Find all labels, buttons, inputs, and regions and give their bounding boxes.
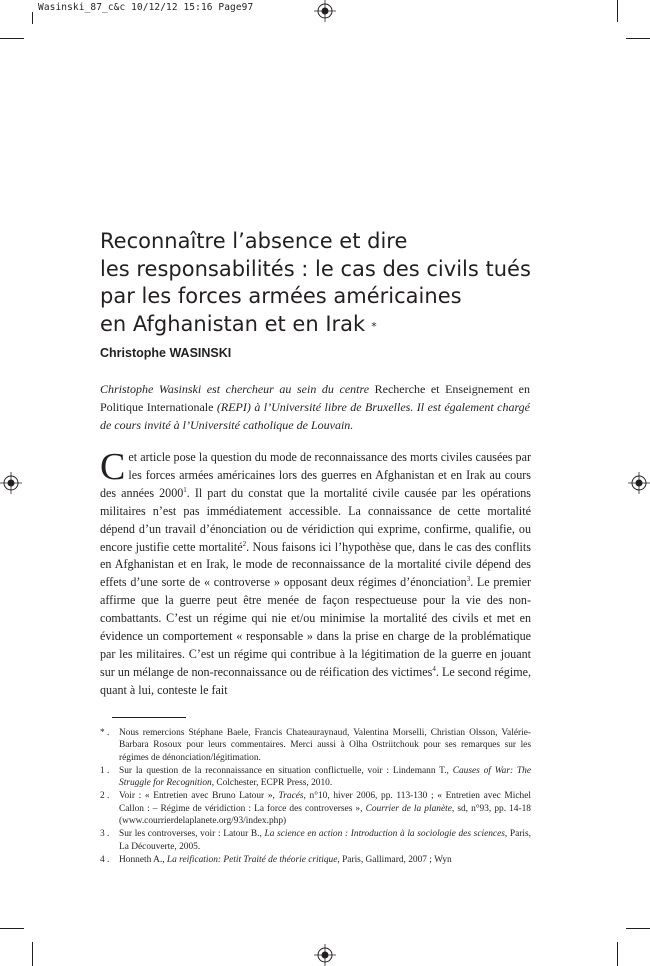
print-slug: Wasinski_87_c&c 10/12/12 15:16 Page97 bbox=[38, 2, 254, 13]
crop-mark bbox=[626, 928, 650, 929]
footnote bbox=[100, 765, 531, 790]
article-body bbox=[100, 446, 532, 700]
body-text: . Nous faisons ici l’hypothèse que, dans le cas des conflits en Afghanistan et en Irak, le mode de reconnaissance de la mortalité civile dépend des effets d’une sorte de « controverse » opposant deux régimes d’énonciation bbox=[100, 539, 531, 590]
footnote-text: , Colchester, ECPR Press, 2010. bbox=[211, 778, 333, 789]
crop-mark bbox=[32, 942, 33, 966]
footnote-title: Courrier de la planète bbox=[365, 803, 452, 814]
footnote-number: * . bbox=[100, 728, 110, 738]
crop-mark bbox=[626, 38, 650, 39]
registration-mark-icon bbox=[628, 472, 650, 494]
footnote-number: 3 . bbox=[100, 829, 110, 840]
footnote-title: La reification: Petit Traité de théorie critique bbox=[166, 854, 338, 865]
footnote bbox=[100, 828, 531, 853]
affiliation-text: (REPI) à l’Université libre de Bruxelles. Il est également chargé de cours invité à l’Université catholique de Louvain. bbox=[100, 400, 531, 433]
footnote bbox=[100, 727, 531, 764]
body-text: . Le second régime, quant à lui, conteste le fait bbox=[100, 664, 531, 697]
registration-mark-icon bbox=[314, 944, 336, 966]
footnote-divider bbox=[112, 717, 186, 718]
footnote-number: 2 . bbox=[100, 791, 110, 802]
crop-mark bbox=[0, 38, 24, 39]
body-text: . Il part du constat que la mortalité civile causée par les opérations militaires n’est pas immédiatement accessible. La connaissance de cette mortalité dépend d’un travail d’énonciation ou de véridiction qui exprime, confirme, qualifie, ou encore justifie cette mortalité bbox=[100, 485, 532, 554]
footnote-ref[interactable]: 4 bbox=[432, 664, 436, 673]
footnote-ref[interactable]: 2 bbox=[242, 539, 247, 548]
footnote-text: , Paris, La Découverte, 2005. bbox=[119, 829, 532, 852]
body-text: et article pose la question du mode de reconnaissance des morts civiles causées par les forces armées américaines lors des guerres en Afghanistan et en Irak au cours des années 2000 bbox=[100, 450, 531, 500]
drop-cap: C bbox=[100, 446, 126, 488]
footnote bbox=[100, 854, 531, 866]
footnotes bbox=[100, 727, 531, 867]
footnote-title: Causes of War: The Struggle for Recognition bbox=[119, 765, 531, 789]
body-text: . Le premier affirme que la guerre peut être menée de façon respectueuse pour la vie des non-combattants. C’est un régime qui nie et/ou minimise la mortalité des civils et met en évidence un comportement « responsable » dans la prise en charge de la problématique par les militaires. C’est un régime qui contribue à la légitimation de la guerre en jouant sur un mélange de non-reconnaissance ou de réification des victimes bbox=[100, 575, 531, 679]
footnote-text: , Paris, Gallimard, 2007 ; Wyn bbox=[337, 854, 452, 865]
footnote-text: Sur la question de la reconnaissance en situation conflictuelle, voir : Lindemann T., bbox=[119, 765, 453, 776]
title-line: les responsabilités : le cas des civils tués bbox=[100, 256, 531, 281]
affiliation-text: Christophe Wasinski est chercheur au sein du centre bbox=[100, 382, 370, 396]
registration-mark-icon bbox=[0, 472, 22, 494]
crop-mark bbox=[617, 0, 618, 22]
article-title bbox=[100, 228, 540, 338]
footnote-text: , n°10, hiver 2006, pp. 113-130 ; « Entretien avec Michel Callon : – Régime de véridiction : La force des controverses », bbox=[119, 791, 531, 814]
footnote-text: Voir : « Entretien avec Bruno Latour », bbox=[119, 791, 279, 802]
footnote-number: 1 . bbox=[100, 765, 110, 776]
title-line: Reconnaître l’absence et dire bbox=[100, 229, 408, 253]
footnote-title: Tracés bbox=[278, 791, 304, 802]
crop-mark bbox=[0, 928, 24, 929]
title-footnote-mark: * bbox=[371, 319, 377, 333]
registration-mark-icon bbox=[314, 0, 336, 22]
footnote-text: Nous remercions Stéphane Baele, Francis Chateauraynaud, Valentina Morselli, Christian Olsson, Valérie-Barbara Rosoux pour leurs commentaires. Merci aussi à Olha Ostriitchouk pour ses remarques sur les régimes de dénonciation/légitimation. bbox=[119, 728, 531, 763]
footnote-text: Honneth A., bbox=[119, 854, 167, 865]
footnote-title: La science en action : Introduction à la sociologie des sciences bbox=[264, 829, 505, 840]
author-affiliation bbox=[100, 380, 530, 435]
footnote-number: 4 . bbox=[100, 854, 110, 865]
title-line: en Afghanistan et en Irak bbox=[100, 311, 366, 336]
affiliation-text: Recherche et Enseignement en Politique Internationale bbox=[100, 382, 530, 415]
footnote-ref[interactable]: 3 bbox=[466, 575, 471, 584]
footnote-text: , sd, n°93, pp. 14-18 (www.courrierdelaplanete.org/93/index.php) bbox=[119, 803, 531, 827]
crop-mark bbox=[32, 12, 33, 24]
crop-mark bbox=[617, 942, 618, 966]
title-line: par les forces armées américaines bbox=[100, 284, 462, 308]
footnote-ref[interactable]: 1 bbox=[183, 485, 187, 494]
author-name: Christophe WASINSKI bbox=[100, 346, 232, 360]
footnote bbox=[100, 790, 531, 827]
footnote-text: Sur les controverses, voir : Latour B., bbox=[119, 829, 265, 840]
